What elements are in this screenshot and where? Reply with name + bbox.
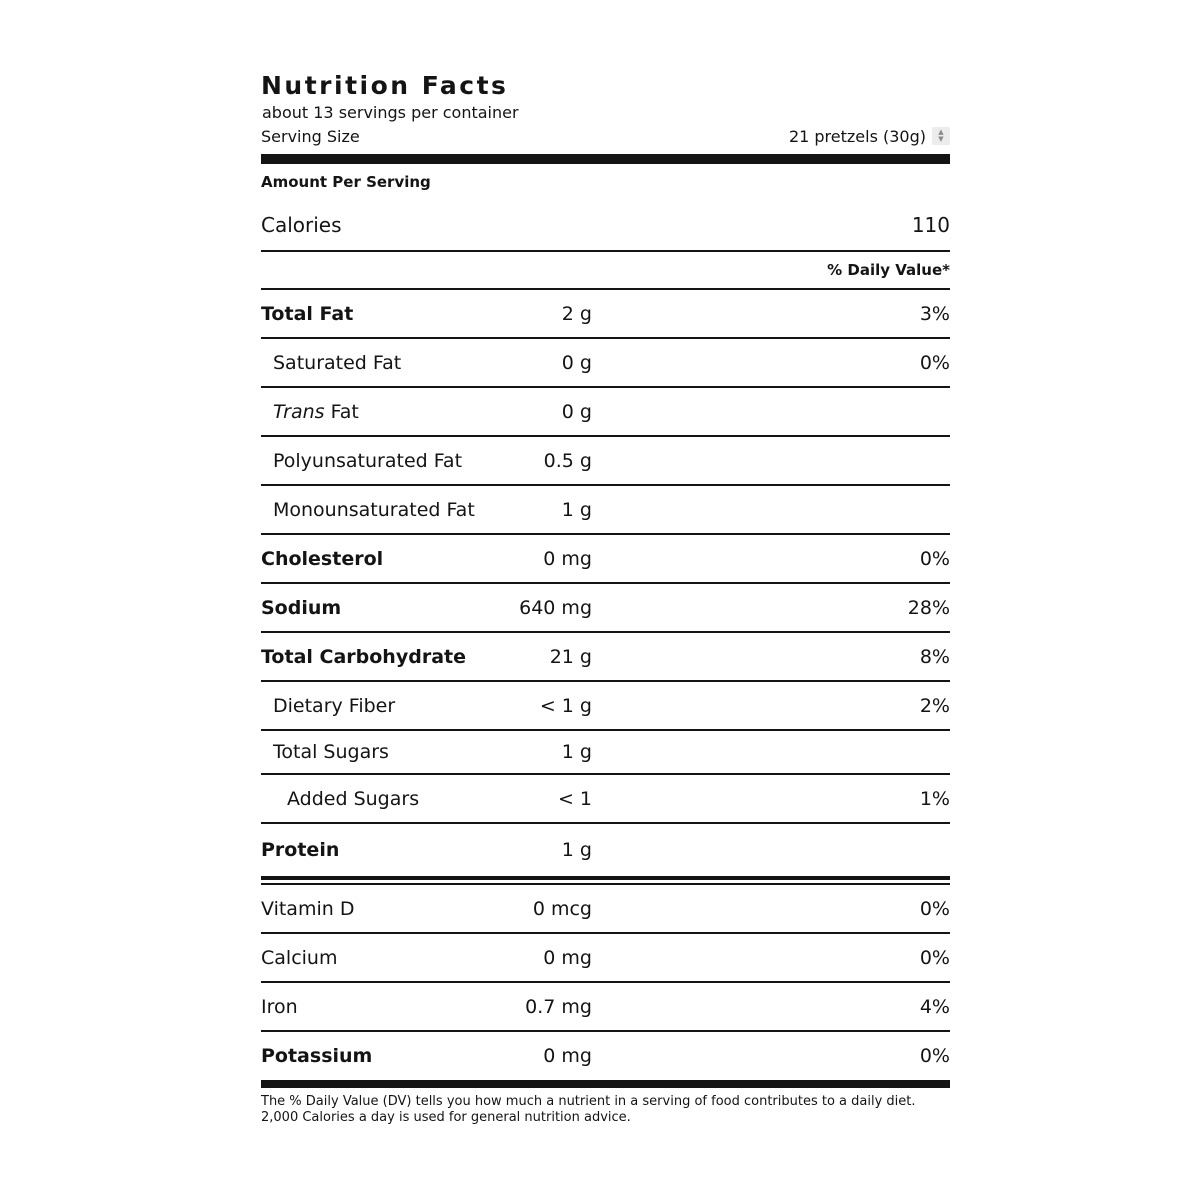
amount-per-serving: Amount Per Serving xyxy=(261,173,431,191)
nutrient-amount: 0 g xyxy=(561,351,592,374)
footnote-line-2: 2,000 Calories a day is used for general nutrition advice. xyxy=(261,1110,631,1125)
mineral-name: Calcium xyxy=(261,946,338,969)
nutrient-row-dietary-fiber xyxy=(261,682,950,731)
calories-label: Calories xyxy=(261,213,342,237)
nutrient-name: Protein xyxy=(261,838,340,861)
nutrient-amount: 1 g xyxy=(561,838,592,861)
nutrient-row-monounsaturated-fat xyxy=(261,486,950,535)
mineral-amount: 0 mg xyxy=(543,1044,592,1067)
nutrient-daily-value: 3% xyxy=(919,302,950,325)
nutrient-amount: 640 mg xyxy=(519,596,592,619)
serving-size-value: 21 pretzels (30g) xyxy=(788,126,926,146)
nutrient-name: Dietary Fiber xyxy=(273,694,396,717)
nutrient-amount: 21 g xyxy=(549,645,592,668)
mineral-amount: 0 mcg xyxy=(532,897,592,920)
nutrient-amount: < 1 xyxy=(557,787,592,810)
nutrient-row-protein xyxy=(261,824,950,875)
nutrient-name: Total Sugars xyxy=(273,741,389,763)
nutrient-row-saturated-fat xyxy=(261,339,950,388)
nutrient-name: Total Carbohydrate xyxy=(261,645,466,668)
updown-arrows-icon[interactable]: ▲ ▼ xyxy=(932,127,950,145)
mineral-row-iron xyxy=(261,983,950,1032)
serving-size-selector[interactable] xyxy=(789,127,950,146)
mineral-name: Iron xyxy=(261,995,298,1018)
nutrient-row-total-carbohydrate xyxy=(261,633,950,682)
nutrient-name: Cholesterol xyxy=(261,547,384,570)
nutrient-row-polyunsaturated-fat xyxy=(261,437,950,486)
mineral-daily-value: 0% xyxy=(919,897,950,920)
nutrient-daily-value: 0% xyxy=(919,351,950,374)
footnote xyxy=(261,1094,950,1126)
nutrient-name: Monounsaturated Fat xyxy=(273,498,475,521)
nutrient-daily-value: 1% xyxy=(919,787,950,810)
label-title: Nutrition Facts xyxy=(261,71,509,100)
nutrient-amount: 0.5 g xyxy=(543,449,592,472)
nutrient-row-cholesterol xyxy=(261,535,950,584)
mineral-name: Vitamin D xyxy=(261,897,355,920)
thick-divider xyxy=(261,154,950,164)
footnote-line-1: The % Daily Value (DV) tells you how much a nutrient in a serving of food contributes to a daily diet. xyxy=(261,1094,916,1109)
nutrient-name: Polyunsaturated Fat xyxy=(273,449,463,472)
nutrient-name: Saturated Fat xyxy=(273,351,402,374)
nutrient-amount: < 1 g xyxy=(539,694,592,717)
nutrient-amount: 1 g xyxy=(561,498,592,521)
calories-value: 110 xyxy=(911,213,950,237)
mineral-amount: 0 mg xyxy=(543,946,592,969)
serving-size-row xyxy=(261,124,950,148)
nutrient-daily-value: 0% xyxy=(919,547,950,570)
calories-row xyxy=(261,200,950,252)
nutrient-amount: 0 g xyxy=(561,400,592,423)
bottom-divider xyxy=(261,1080,950,1088)
nutrient-row-sodium xyxy=(261,584,950,633)
mineral-name: Potassium xyxy=(261,1044,373,1067)
mineral-row-potassium xyxy=(261,1032,950,1079)
nutrient-daily-value: 28% xyxy=(907,596,950,619)
daily-value-header: % Daily Value* xyxy=(261,252,950,290)
nutrient-name-rest: Fat xyxy=(324,400,359,423)
serving-size-label: Serving Size xyxy=(261,126,360,146)
nutrient-name: Added Sugars xyxy=(287,787,420,810)
nutrient-amount: 2 g xyxy=(561,302,592,325)
mineral-daily-value: 0% xyxy=(919,1044,950,1067)
nutrient-name: Sodium xyxy=(261,596,342,619)
mineral-row-calcium xyxy=(261,934,950,983)
mineral-row-vitamin-d xyxy=(261,885,950,934)
nutrient-amount: 0 mg xyxy=(543,547,592,570)
nutrient-amount: 1 g xyxy=(561,741,592,763)
double-divider xyxy=(261,876,950,885)
nutrient-name: Total Fat xyxy=(261,302,354,325)
mineral-amount: 0.7 mg xyxy=(525,995,592,1018)
nutrient-row-total-fat xyxy=(261,290,950,339)
nutrient-daily-value: 2% xyxy=(919,694,950,717)
nutrient-row-added-sugars xyxy=(261,773,950,824)
nutrient-row-total-sugars xyxy=(261,731,950,773)
mineral-daily-value: 4% xyxy=(919,995,950,1018)
nutrition-facts-label xyxy=(261,70,950,1126)
servings-per-container: about 13 servings per container xyxy=(262,103,519,122)
nutrient-row-trans-fat xyxy=(261,388,950,437)
mineral-daily-value: 0% xyxy=(919,946,950,969)
nutrient-name xyxy=(261,401,501,423)
nutrient-name-italic: Trans xyxy=(273,400,325,423)
nutrient-daily-value: 8% xyxy=(919,645,950,668)
